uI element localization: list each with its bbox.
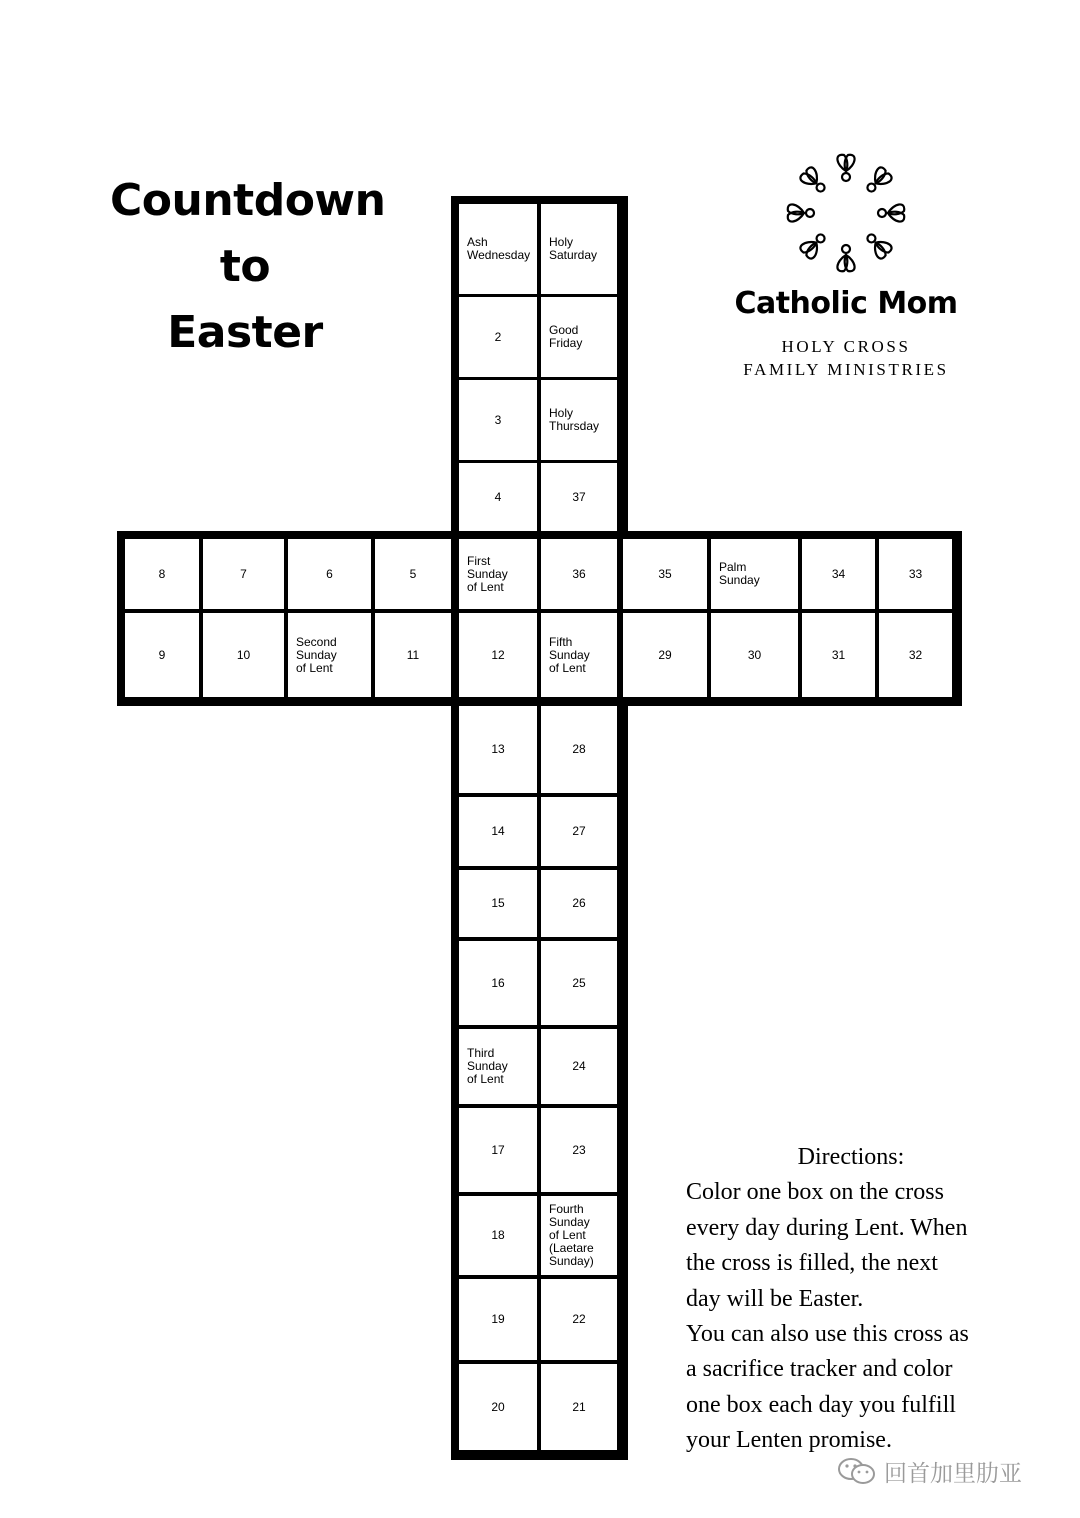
cross-box-label: 18: [491, 1228, 505, 1242]
cross-box[interactable]: [459, 941, 537, 1025]
cross-box[interactable]: [459, 463, 537, 531]
cross-box[interactable]: [459, 204, 537, 294]
directions-line: every day during Lent. When: [686, 1214, 968, 1241]
cross-box[interactable]: [375, 613, 451, 697]
cross-box[interactable]: [459, 1196, 537, 1275]
cross-box-label: 30: [747, 647, 762, 662]
cross-box-label: 26: [572, 896, 586, 910]
brand-subtitle-1: HOLY CROSS: [781, 337, 911, 356]
cross-box[interactable]: [541, 870, 617, 937]
cross-box-label: Good Friday: [549, 323, 583, 350]
cross-box[interactable]: [541, 297, 617, 377]
cross-box[interactable]: [711, 539, 798, 609]
title-line-1: Countdown: [110, 175, 386, 226]
cross-box-label: 6: [326, 566, 333, 581]
cross-box-label: Ash Wednesday: [467, 235, 531, 262]
cross-box[interactable]: [879, 613, 952, 697]
directions-line: one box each day you fulfill: [686, 1391, 956, 1418]
cross-box[interactable]: [459, 380, 537, 460]
cross-box[interactable]: [288, 613, 371, 697]
cross-box[interactable]: [203, 613, 284, 697]
page-title: [110, 168, 386, 366]
cross-box-label: 15: [491, 896, 505, 910]
cross-box[interactable]: [802, 539, 875, 609]
cross-box-label: 8: [158, 566, 166, 581]
directions-heading: Directions:: [797, 1144, 905, 1170]
cross-box-label: 34: [831, 566, 846, 581]
wechat-icon: [836, 1456, 878, 1486]
cross-box[interactable]: [541, 1279, 617, 1360]
cross-box-label: 25: [572, 975, 586, 990]
cross-box[interactable]: [802, 613, 875, 697]
cross-box-label: 14: [491, 824, 505, 838]
cross-box-label: 5: [409, 566, 417, 581]
cross-box-label: 17: [491, 1142, 505, 1157]
cross-box[interactable]: [623, 539, 707, 609]
cross-box[interactable]: [541, 1196, 617, 1275]
cross-box-label: Fifth Sunday of Lent: [549, 634, 590, 675]
cross-box-label: 3: [494, 412, 502, 427]
directions-line: your Lenten promise.: [686, 1427, 892, 1454]
cross-box-label: 33: [908, 566, 923, 581]
cross-box-label: Palm Sunday: [719, 560, 760, 587]
cross-box-label: 4: [494, 489, 502, 504]
cross-box-label: 20: [491, 1399, 505, 1414]
title-line-3: Easter: [167, 307, 323, 358]
cross-box-label: 9: [158, 647, 166, 662]
directions-line: a sacrifice tracker and color: [686, 1356, 953, 1383]
cross-box[interactable]: [541, 797, 617, 866]
cross-box[interactable]: [459, 1279, 537, 1360]
cross-box-label: Holy Thursday: [549, 406, 600, 433]
cross-box[interactable]: [541, 1029, 617, 1104]
cross-box[interactable]: [459, 1364, 537, 1450]
cross-box[interactable]: [203, 539, 284, 609]
cross-box[interactable]: [541, 706, 617, 793]
watermark-text: 回首加里肋亚: [884, 1459, 1022, 1486]
cross-box[interactable]: [459, 539, 537, 609]
cross-box-label: 7: [240, 566, 247, 581]
cross-box-label: 19: [491, 1312, 505, 1326]
cross-box[interactable]: [125, 539, 199, 609]
cross-box-label: Second Sunday of Lent: [296, 634, 337, 675]
cross-box[interactable]: [541, 941, 617, 1025]
cross-box-label: Third Sunday of Lent: [467, 1046, 508, 1086]
cross-box[interactable]: [459, 1108, 537, 1192]
cross-box-label: 22: [572, 1312, 586, 1326]
cross-box-label: Holy Saturday: [549, 235, 598, 262]
cross-box-label: First Sunday of Lent: [467, 553, 508, 594]
brand-name: Catholic Mom: [734, 286, 958, 321]
cross-box[interactable]: [541, 539, 617, 609]
brand-subtitle-2: FAMILY MINISTRIES: [743, 360, 949, 379]
cross-box[interactable]: [288, 539, 371, 609]
cross-box-label: 37: [572, 489, 586, 504]
cross-box[interactable]: [459, 1029, 537, 1104]
directions-line: Color one box on the cross: [686, 1179, 944, 1206]
cross-box[interactable]: [459, 706, 537, 793]
directions: [686, 1140, 1016, 1459]
cross-box-label: 10: [236, 647, 251, 662]
cross-box[interactable]: [541, 204, 617, 294]
cross-box-label: 16: [491, 975, 505, 990]
cross-box[interactable]: [459, 613, 537, 697]
cross-box-label: 27: [572, 824, 586, 838]
cross-box-label: 12: [491, 647, 505, 662]
cross-box[interactable]: [711, 613, 798, 697]
cross-box[interactable]: [541, 1108, 617, 1192]
cross-box[interactable]: [125, 613, 199, 697]
directions-line: the cross is filled, the next: [686, 1250, 938, 1277]
cross-box-label: 13: [491, 742, 505, 756]
cross-box-label: 35: [658, 566, 672, 581]
title-line-2: to: [219, 241, 271, 292]
cross-box[interactable]: [541, 1364, 617, 1450]
cross-box-label: 28: [572, 742, 586, 756]
cross-box-label: 32: [908, 647, 923, 662]
cross-box-label: 24: [572, 1059, 586, 1073]
cross-box-label: 31: [831, 647, 846, 662]
cross-box[interactable]: [375, 539, 451, 609]
floral-wreath-icon: [780, 150, 912, 276]
cross-box-label: 36: [572, 566, 586, 581]
directions-line: You can also use this cross as: [686, 1321, 969, 1348]
cross-box[interactable]: [459, 870, 537, 937]
cross-box-label: 21: [572, 1399, 586, 1414]
cross-box-label: 2: [494, 329, 502, 344]
cross-box-label: Fourth Sunday of Lent (Laetare Sunday): [549, 1202, 594, 1268]
directions-line: day will be Easter.: [686, 1285, 864, 1312]
cross-box-label: 23: [572, 1142, 586, 1157]
cross-box[interactable]: [459, 297, 537, 377]
watermark: [836, 1453, 1022, 1489]
cross-box[interactable]: [879, 539, 952, 609]
cross-box[interactable]: [459, 797, 537, 866]
cross-box[interactable]: [541, 463, 617, 531]
cross-box[interactable]: [541, 380, 617, 460]
cross-box[interactable]: [623, 613, 707, 697]
cross-box[interactable]: [541, 613, 617, 697]
cross-box-label: 29: [658, 647, 672, 662]
cross-box-label: 11: [406, 647, 420, 662]
